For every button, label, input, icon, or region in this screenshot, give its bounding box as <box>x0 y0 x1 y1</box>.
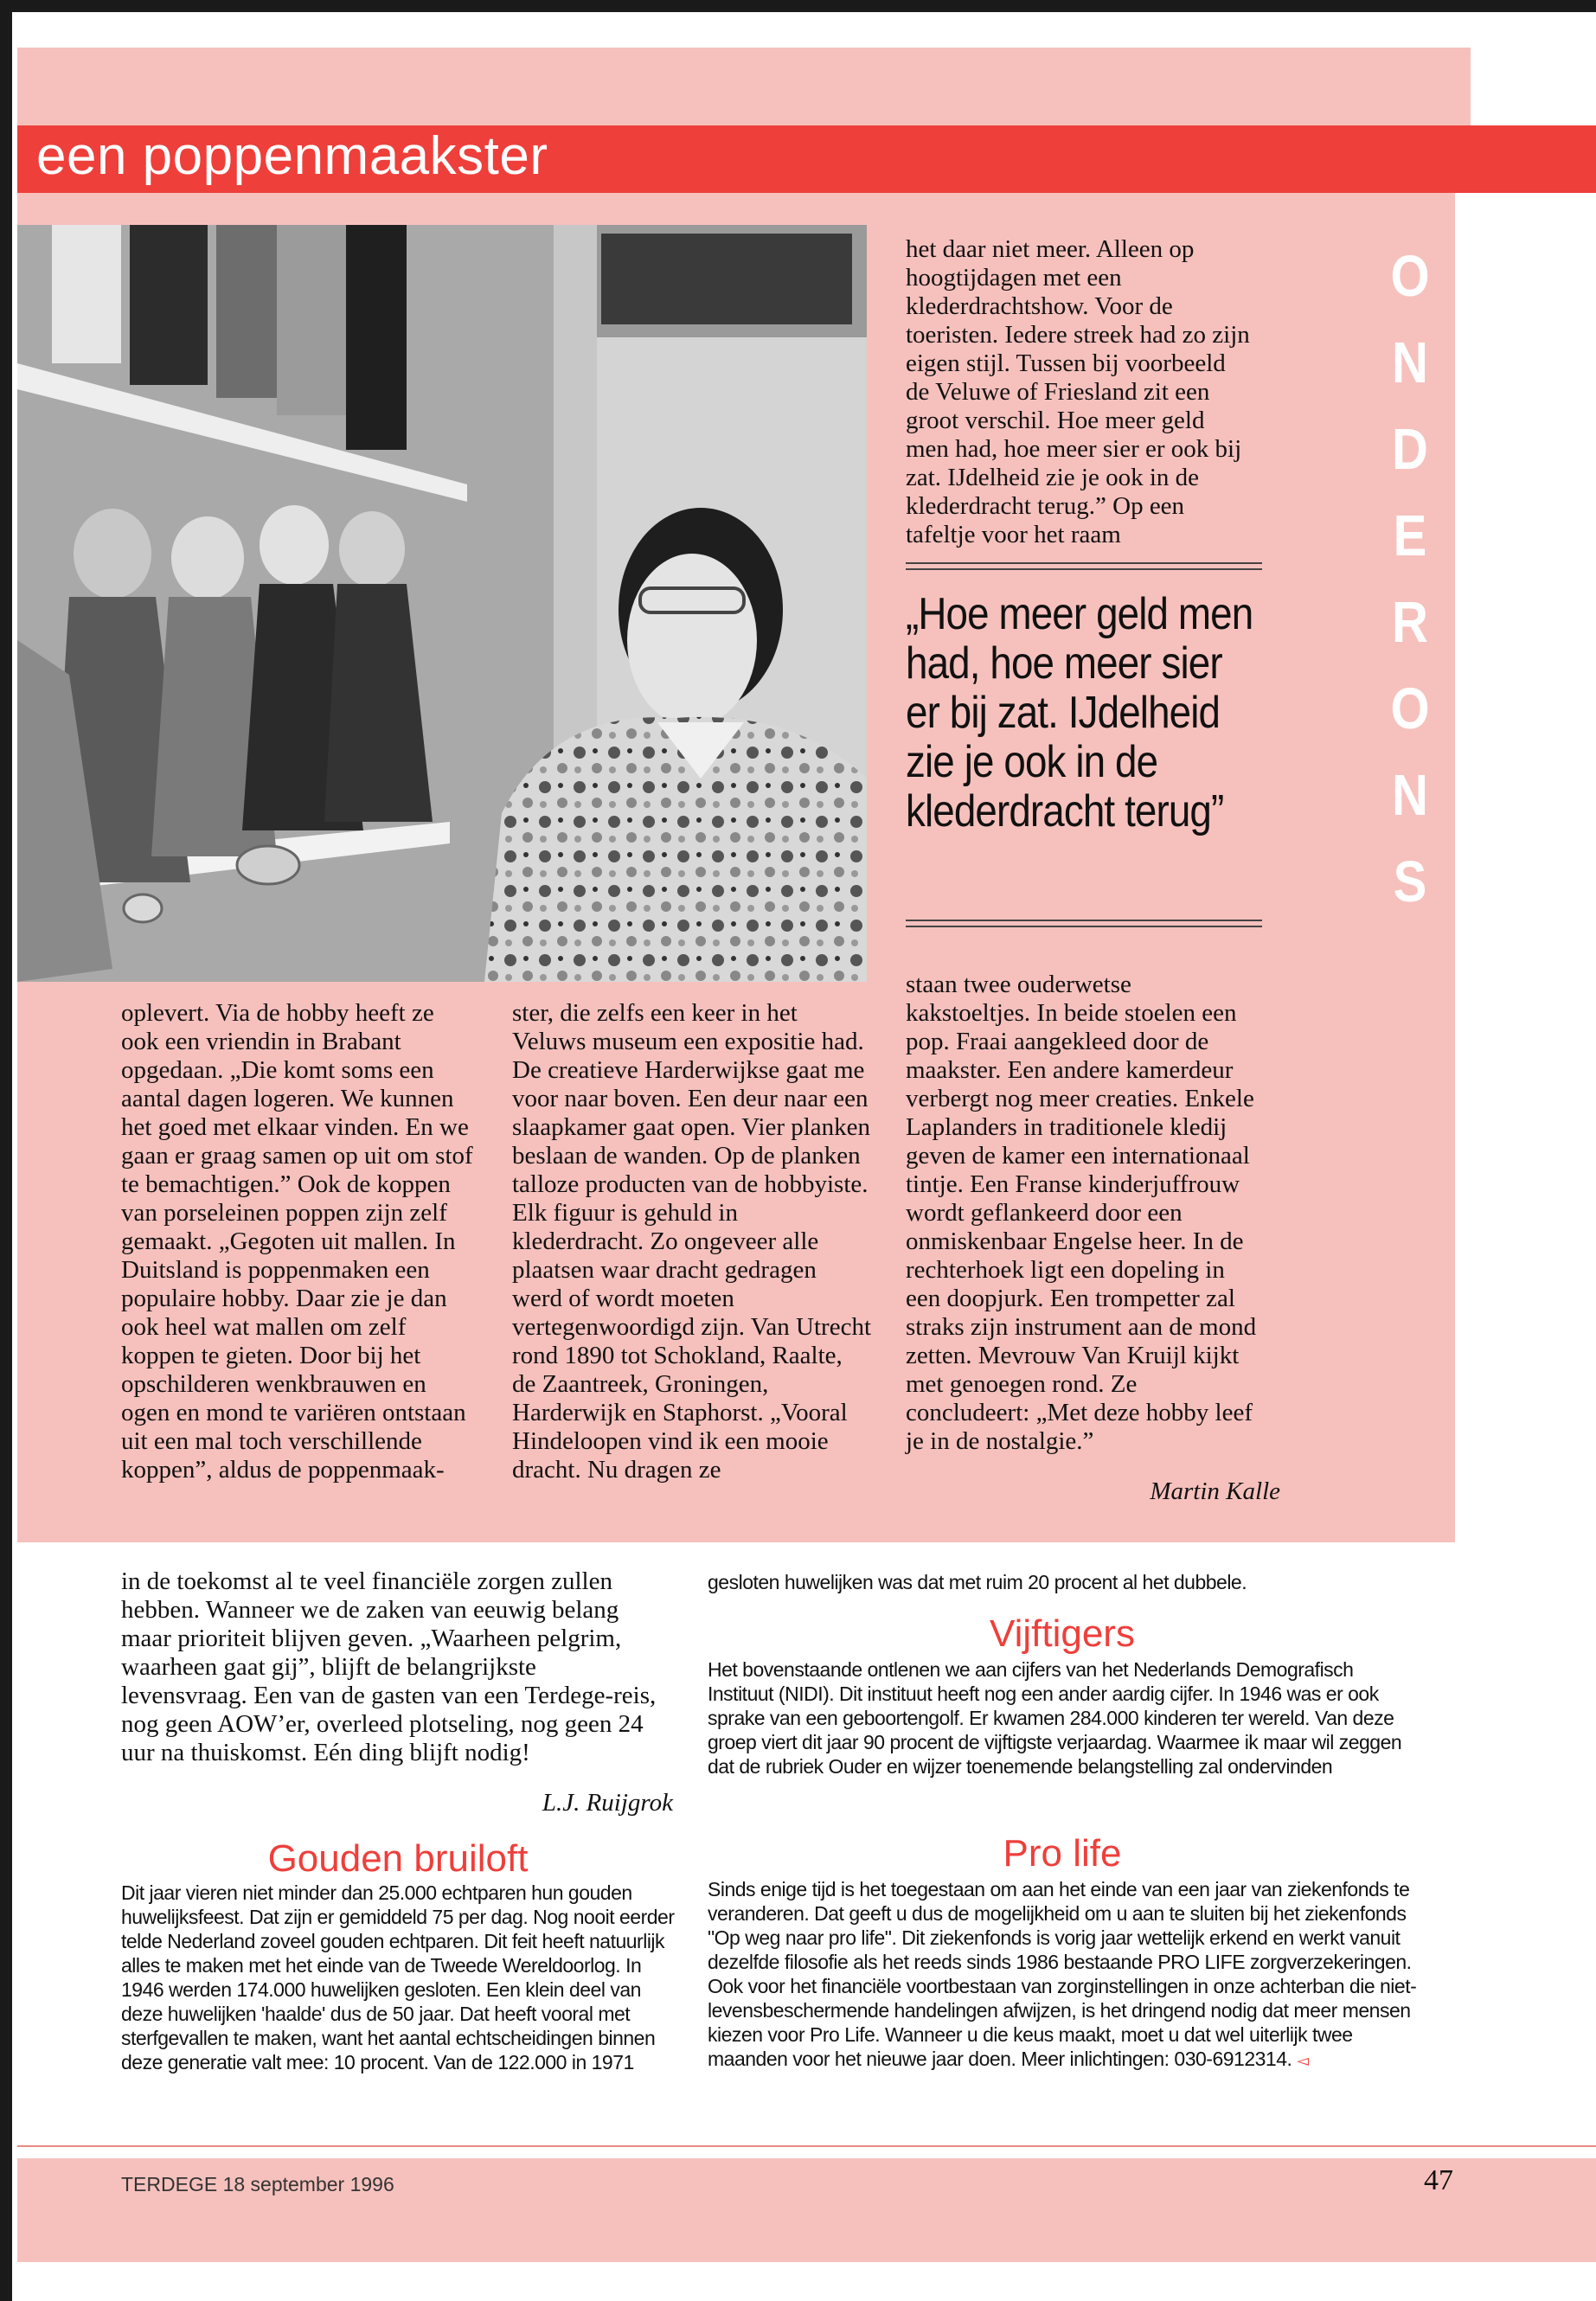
header-pink-band <box>17 48 1471 130</box>
section-text: gesloten huwelijken was dat met ruim 20 procent al het dubbele. <box>708 1571 1247 1593</box>
article-text: ster, die zelfs een keer in het Veluws museum een expositie had. De creatieve Harderwijkse gaat me voor naar boven. Een deur naar een slaapkamer gaat open. Vier planken beslaan de wanden. Op de planken talloze producten van de hobbyiste. Elk figuur is gehuld in klederdracht. Zo ongeveer alle plaatsen waar dracht gedragen werd of wordt moeten vertegenwoordigd zijn. Van Utrecht rond 1890 tot Schokland, Raalte, de Zaantreek, Groningen, Harderwijk en Staphorst. „Vooral Hindeloopen vind ik een mooie dracht. Nu dragen ze <box>512 999 872 1484</box>
rubric-vertical-title <box>1371 244 1449 914</box>
section-body <box>708 1657 1417 1779</box>
divider <box>906 568 1262 570</box>
section-text <box>708 1877 1417 2073</box>
section-body <box>121 1881 675 2074</box>
page-title: een poppenmaakster <box>36 126 548 186</box>
section-text: Dit jaar vieren niet minder dan 25.000 echtparen hun gouden huwelijksfeest. Dat zijn er gemiddeld 75 per dag. Nog nooit eerder telde Nederland zoveel gouden echtparen. Dit feit heeft natuurlijk alles te maken met het einde van de Tweede Wereldoorlog. In 1946 werden 174.000 huwelijken gesloten. Een klein deel van deze huwelijken 'haalde' dus de 50 jaar. Dat heeft vooral met sterfgevallen te maken, want het aantal echtscheidingen binnen deze generatie valt mee: 10 procent. Van de 122.000 in 1971 <box>121 1881 675 2073</box>
rubric-letter: O <box>1390 244 1430 309</box>
rubric-letter: E <box>1393 503 1427 568</box>
footer-rule <box>17 2145 1596 2147</box>
page-edge-left <box>0 0 12 2301</box>
article-text: oplevert. Via de hobby heeft ze ook een vriendin in Brabant opgedaan. „Die komt soms een aantal dagen logeren. We kunnen het goed met elkaar vinden. En we gaan er graag samen op uit om stof te bemachtigen.” Ook de koppen van porseleinen poppen zijn zelf gemaakt. „Gegoten uit mallen. In Duitsland is poppenmaken een populaire hobby. Daar zie je dan ook heel wat mallen om zelf koppen te gieten. Door bij het opschilderen wenkbrauwen en ogen en mond te variëren ontstaan uit een mal toch verschillende koppen”, aldus de poppenmaak- <box>121 999 473 1484</box>
rubric-letter: R <box>1392 590 1428 655</box>
end-mark-icon: ◅ <box>1297 2052 1309 2069</box>
article-photo <box>17 225 867 982</box>
section-text-body: Sinds enige tijd is het toegestaan om aan het einde van een jaar van ziekenfonds te veranderen. Dat geeft u dus de mogelijkheid om u aan te sluiten bij het ziekenfonds "Op weg naar pro life". Dit ziekenfonds is vorig jaar wettelijk erkend en werkt vanuit dezelfde filosofie als het reeds sinds 1986 bestaande PRO LIFE zorgverzekeringen. Ook voor het financiële voortbestaan van zorginstellingen in onze achterban die niet-levensbeschermende handelingen afwijzen, is het dringend nodig dat meer mensen kiezen voor Pro Life. Wanneer u die keus maakt, moet u dat wel uiterlijk twee maanden voor het nieuwe jaar doen. Meer inlichtingen: 030-6912314. <box>708 1878 1417 2070</box>
pull-quote: „Hoe meer geld men had, hoe meer sier er bij zat. IJdelheid zie je ook in de klederdracht terug” <box>906 589 1253 836</box>
footer-publication: TERDEGE 18 september 1996 <box>121 2173 394 2195</box>
rubric-letter: N <box>1392 330 1428 395</box>
rubric-letter: N <box>1392 763 1428 828</box>
article-column-2 <box>512 999 871 1484</box>
rubric-letter: D <box>1392 417 1428 482</box>
article-text: het daar niet meer. Alleen op hoogtijdagen met een klederdrachtshow. Voor de toeristen. Iedere streek had zo zijn eigen stijl. Tussen bij voorbeeld de Veluwe of Friesland zit een groot verschil. Hoe meer geld men had, hoe meer sier er ook bij zat. IJdelheid zie je ook in de klederdracht terug.” Op een tafeltje voor het raam <box>906 235 1250 548</box>
column-lower-left <box>121 1567 666 1767</box>
page-number: 47 <box>1424 2164 1453 2196</box>
divider <box>906 920 1262 921</box>
divider <box>906 562 1262 564</box>
article-text: staan twee ouderwetse kakstoeltjes. In beide stoelen een pop. Fraai aangekleed door de maakster. Een andere kamerdeur verbergt nog meer creaties. Enkele Laplanders in traditionele kledij geven de kamer een internationaal tintje. Een Franse kinderjuffrouw wordt geflankeerd door een onmiskenbaar Engelse heer. In de rechterhoek ligt een dopeling in een doopjurk. Een trompetter zal straks zijn instrument aan de mond zetten. Mevrouw Van Kruijl kijkt met genoegen rond. Ze concludeert: „Met deze hobby leef je in de nostalgie.” <box>906 971 1257 1455</box>
header-right-margin <box>1471 48 1596 125</box>
article-column-right-top <box>906 235 1252 549</box>
section-heading: Gouden bruiloft <box>267 1837 529 1880</box>
column-text: in de toekomst al te veel financiële zorgen zullen hebben. Wanneer we de zaken van eeuwig belang maar prioriteit blijven geven. „Waarheen pelgrim, waarheen gaat gij”, blijft de belangrijkste levensvraag. Een van de gasten van een Terdege-reis, nog geen AOW’er, overleed plotseling, nog geen 24 uur na thuiskomst. Eén ding blijft nodig! <box>121 1567 657 1766</box>
article-column-3 <box>906 971 1260 1456</box>
section-intro <box>708 1570 1417 1594</box>
column-author: L.J. Ruijgrok <box>542 1789 673 1817</box>
section-heading: Pro life <box>1003 1832 1122 1875</box>
rubric-letter: O <box>1390 676 1430 741</box>
article-column-1 <box>121 999 476 1484</box>
section-body <box>708 1877 1417 2073</box>
article-author: Martin Kalle <box>1150 1477 1280 1505</box>
photo-illustration <box>17 225 867 982</box>
divider <box>906 926 1262 927</box>
rubric-letter: S <box>1393 849 1427 914</box>
page-edge-top <box>0 0 1596 12</box>
section-heading: Vijftigers <box>990 1612 1135 1655</box>
section-text: Het bovenstaande ontlenen we aan cijfers van het Nederlands Demografisch Instituut (NIDI). Dit instituut heeft nog een ander aardig cijfer. In 1946 was er ook sprake van een geboortengolf. Er kwamen 284.000 kinderen ter wereld. Van deze groep viert dit jaar 90 procent de vijftigste verjaardag. Waarmee ik maar wil zeggen dat de rubriek Ouder en wijzer toenemende belangstelling zal ondervinden <box>708 1658 1402 1778</box>
